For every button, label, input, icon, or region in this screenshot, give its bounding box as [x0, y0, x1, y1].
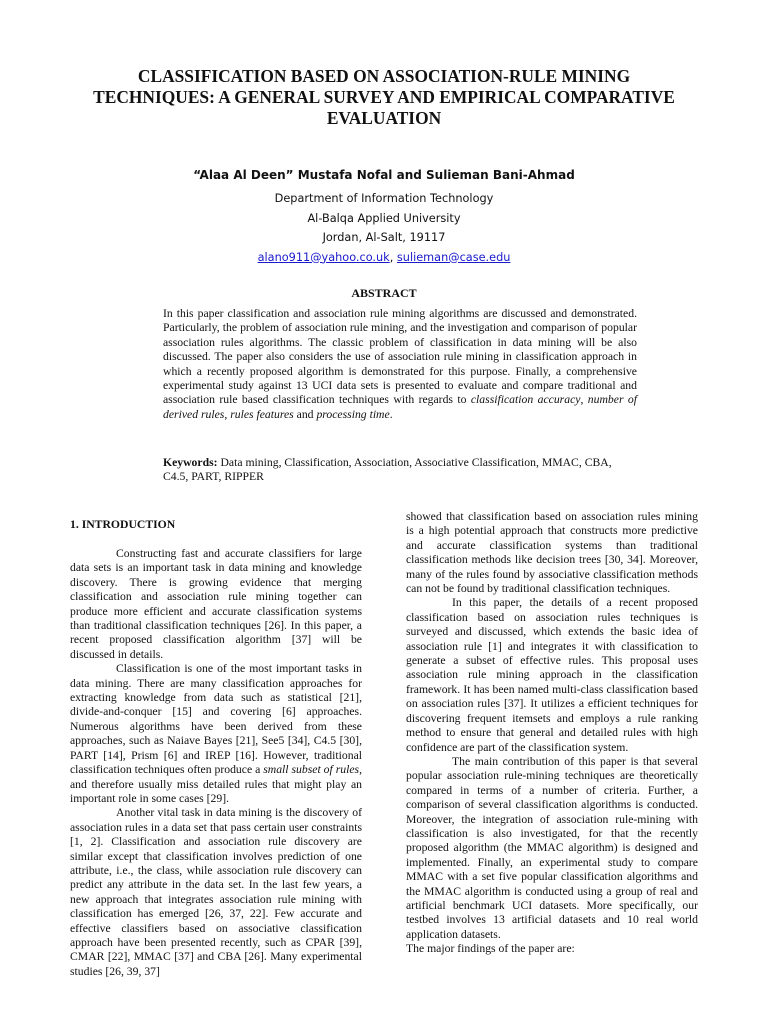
intro-p2-text-b: , and therefore usually miss detailed rules that might play an important role in some cases [29].: [70, 763, 362, 805]
title-line-1: CLASSIFICATION BASED ON ASSOCIATION-RULE MINING: [137, 66, 631, 86]
intro-paragraph-2: [70, 662, 362, 806]
abstract-em-rules-count: number of derived rules: [163, 393, 637, 421]
intro-paragraph-1: Constructing fast and accurate classifiers for large data sets is an important task in data mining and knowledge discovery. There is growing evidence that merging classification and association rule mining together can produce more efficient and accurate classification systems than traditional classification techniques [26]. In this paper, a recent proposed classification algorithm [37] will be discussed in details.: [70, 547, 362, 661]
email-link-2[interactable]: sulieman@case.edu: [396, 250, 511, 264]
keywords-label: Keywords:: [163, 456, 218, 469]
paper-title: [60, 66, 708, 129]
title-line-2: TECHNIQUES: A GENERAL SURVEY AND EMPIRICAL COMPARATIVE: [93, 87, 675, 107]
intro-p2-text-a: Classification is one of the most important tasks in data mining. There are many classification approaches for extracting knowledge from data such as statistical [21], divide-and-conquer [15] and covering [6] approaches. Numerous algorithms have been derived from these approaches, such as Naiave Bayes [21], See5 [34], C4.5 [30], PART [14], Prism [6] and IREP [16]. However, traditional classification techniques often produce a: [70, 662, 362, 777]
abstract-em-processing-time: processing time: [316, 407, 390, 421]
section-heading-introduction: 1. INTRODUCTION: [70, 518, 176, 531]
affiliation-department: Department of Information Technology: [274, 192, 494, 205]
author-names: “Alaa Al Deen” Mustafa Nofal and Sulieman Bani-Ahmad: [193, 168, 575, 182]
author-block: [0, 168, 768, 267]
affiliation-location: Jordan, Al-Salt, 19117: [322, 231, 446, 244]
intro-p2-emphasis: small subset of rules: [263, 763, 360, 777]
title-line-3: EVALUATION: [326, 108, 442, 128]
intro-paragraph-3: Another vital task in data mining is the discovery of association rules in a data set that pass certain user constraints [1, 2]. Classification and association rule discovery are similar except that classification involves prediction of one attribute, i.e., the class, while association rule discovery can predict any attribute in the data set. In the last few years, a new approach that integrates association rule mining with classification has emerged [26, 37, 22]. Few accurate and effective classifiers based on associative classification approach have been presented recently, such as CPAR [39], CMAR [22], MMAC [37] and CBA [26]. Many experimental studies [26, 39, 37]: [70, 806, 362, 978]
right-paragraph-1: showed that classification based on association rules mining is a high potential approach that constructs more predictive and accurate classification systems than traditional classification methods like decision trees [30, 34]. Moreover, many of the rules found by associative classification methods can not be found by traditional classification techniques.: [406, 510, 698, 596]
abstract-sep-3: and: [293, 407, 317, 421]
right-paragraph-4: The major findings of the paper are:: [406, 942, 575, 956]
abstract-em-rules-features: rules features: [230, 407, 294, 421]
affiliation-university: Al-Balqa Applied University: [307, 211, 461, 225]
right-column: [406, 510, 698, 957]
abstract-text: In this paper classification and association rule mining algorithms are discussed and demonstrated. Particularly, the problem of association rule mining, and the investigation and comparison of popular association rules algorithms. The classic problem of classification in data mining will be also discussed. The paper also considers the use of association rule mining in classification approach in which a recently proposed algorithm is demonstrated for this purpose. Finally, a comprehensive experimental study against 13 UCI data sets is presented to evaluate and compare traditional and association rule based classification techniques with regards to: [163, 307, 637, 407]
keywords: [163, 456, 637, 485]
abstract-heading: ABSTRACT: [351, 286, 417, 300]
abstract-sep-2: ,: [224, 407, 231, 421]
abstract-sep-1: ,: [580, 393, 588, 407]
abstract-end: .: [389, 407, 393, 421]
right-paragraph-3: The main contribution of this paper is that several popular association rule-mining techniques are theoretically compared in terms of a number of criteria. Further, a comparison of several classification algorithms is conducted. Moreover, the integration of association rule-mining with classification is also investigated, for that the recently proposed algorithm (the MMAC algorithm) is designed and implemented. Finally, an experimental study to compare MMAC with a set five popular classification algorithms and the MMAC algorithm is conducted using a group of real and artificial benchmark UCI datasets. More specifically, our testbed involves 13 artificial datasets and 10 real world application datasets.: [406, 754, 698, 941]
email-link-1[interactable]: alano911@yahoo.co.uk: [257, 250, 390, 264]
right-paragraph-2: In this paper, the details of a recent proposed classification based on association rules techniques is surveyed and discussed, which extends the basic idea of association rule [1] and integrates it with classification to generate a subset of effective rules. This proposal uses association rule mining approach in the classification framework. It has been named multi-class classification based on association rules [37]. It utilizes a efficient techniques for discovering frequent itemsets and employs a rule ranking method to ensure that general and detailed rules with high confidence are part of the classification system.: [406, 596, 698, 754]
left-column: [70, 547, 362, 979]
keywords-text: Data mining, Classification, Association, Associative Classification, MMAC, CBA, C4.5, PART, RIPPER: [163, 456, 612, 484]
email-separator: ,: [389, 250, 397, 264]
abstract-em-accuracy: classification accuracy: [470, 393, 581, 407]
author-emails: [0, 248, 768, 268]
abstract-body: [163, 307, 637, 422]
